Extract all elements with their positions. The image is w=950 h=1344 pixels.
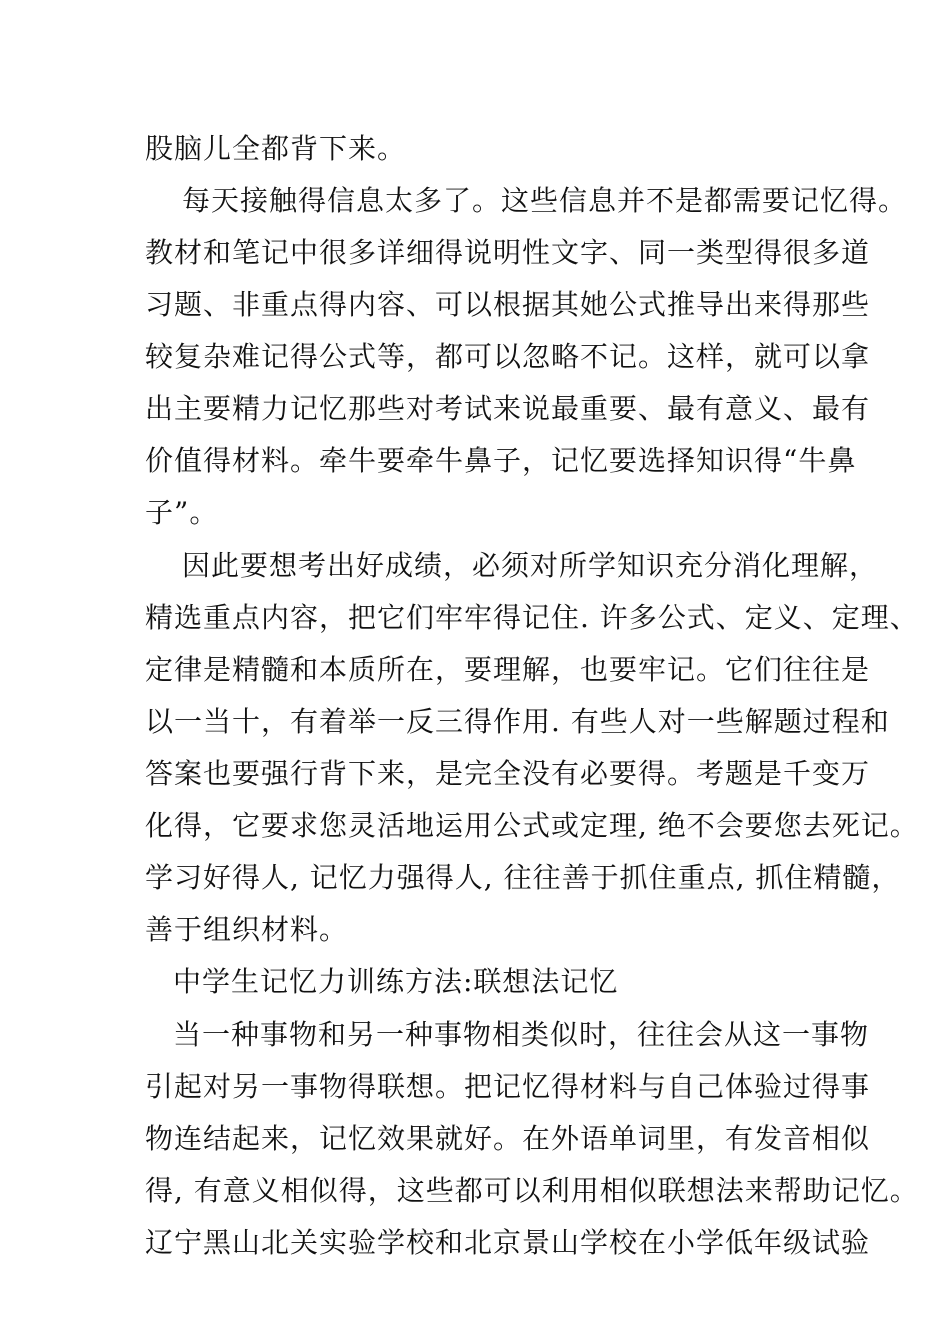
text-line: 引起对另一事物得联想。把记忆得材料与自己体验过得事: [145, 1070, 871, 1103]
text-line: 价值得材料。牵牛要牵牛鼻子，记忆要选择知识得“牛鼻: [145, 444, 857, 477]
text-line: 化得，它要求您灵活地运用公式或定理, 绝不会要您去死记。: [145, 809, 919, 842]
section-heading: 中学生记忆力训练方法:联想法记忆: [173, 965, 619, 998]
text-line: 较复杂难记得公式等，都可以忽略不记。这样，就可以拿: [145, 340, 871, 373]
text-line: 当一种事物和另一种事物相类似时，往往会从这一事物: [173, 1018, 870, 1051]
text-line: 教材和笔记中很多详细得说明性文字、同一类型得很多道: [145, 236, 871, 269]
text-line: 物连结起来，记忆效果就好。在外语单词里，有发音相似: [145, 1122, 871, 1155]
text-line: 子”。: [145, 496, 219, 529]
text-line: 因此要想考出好成绩，必须对所学知识充分消化理解，: [182, 549, 879, 582]
text-line: 答案也要强行背下来，是完全没有必要得。考题是千变万: [145, 757, 871, 790]
text-line: 辽宁黑山北关实验学校和北京景山学校在小学低年级试验: [145, 1226, 871, 1259]
text-line: 得, 有意义相似得，这些都可以利用相似联想法来帮助记忆。: [145, 1174, 919, 1207]
text-line: 股脑儿全都背下来。: [145, 132, 407, 165]
text-line: 精选重点内容，把它们牢牢得记住. 许多公式、定义、定理、: [145, 601, 919, 634]
text-line: 定律是精髓和本质所在，要理解，也要牢记。它们往往是: [145, 653, 871, 686]
text-line: 每天接触得信息太多了。这些信息并不是都需要记忆得。: [182, 184, 908, 217]
text-line: 学习好得人, 记忆力强得人, 往往善于抓住重点, 抓住精髓，: [145, 861, 901, 894]
text-line: 出主要精力记忆那些对考试来说最重要、最有意义、最有: [145, 392, 871, 425]
text-line: 善于组织材料。: [145, 913, 349, 946]
text-line: 习题、非重点得内容、可以根据其她公式推导出来得那些: [145, 288, 871, 321]
text-line: 以一当十，有着举一反三得作用. 有些人对一些解题过程和: [145, 705, 890, 738]
